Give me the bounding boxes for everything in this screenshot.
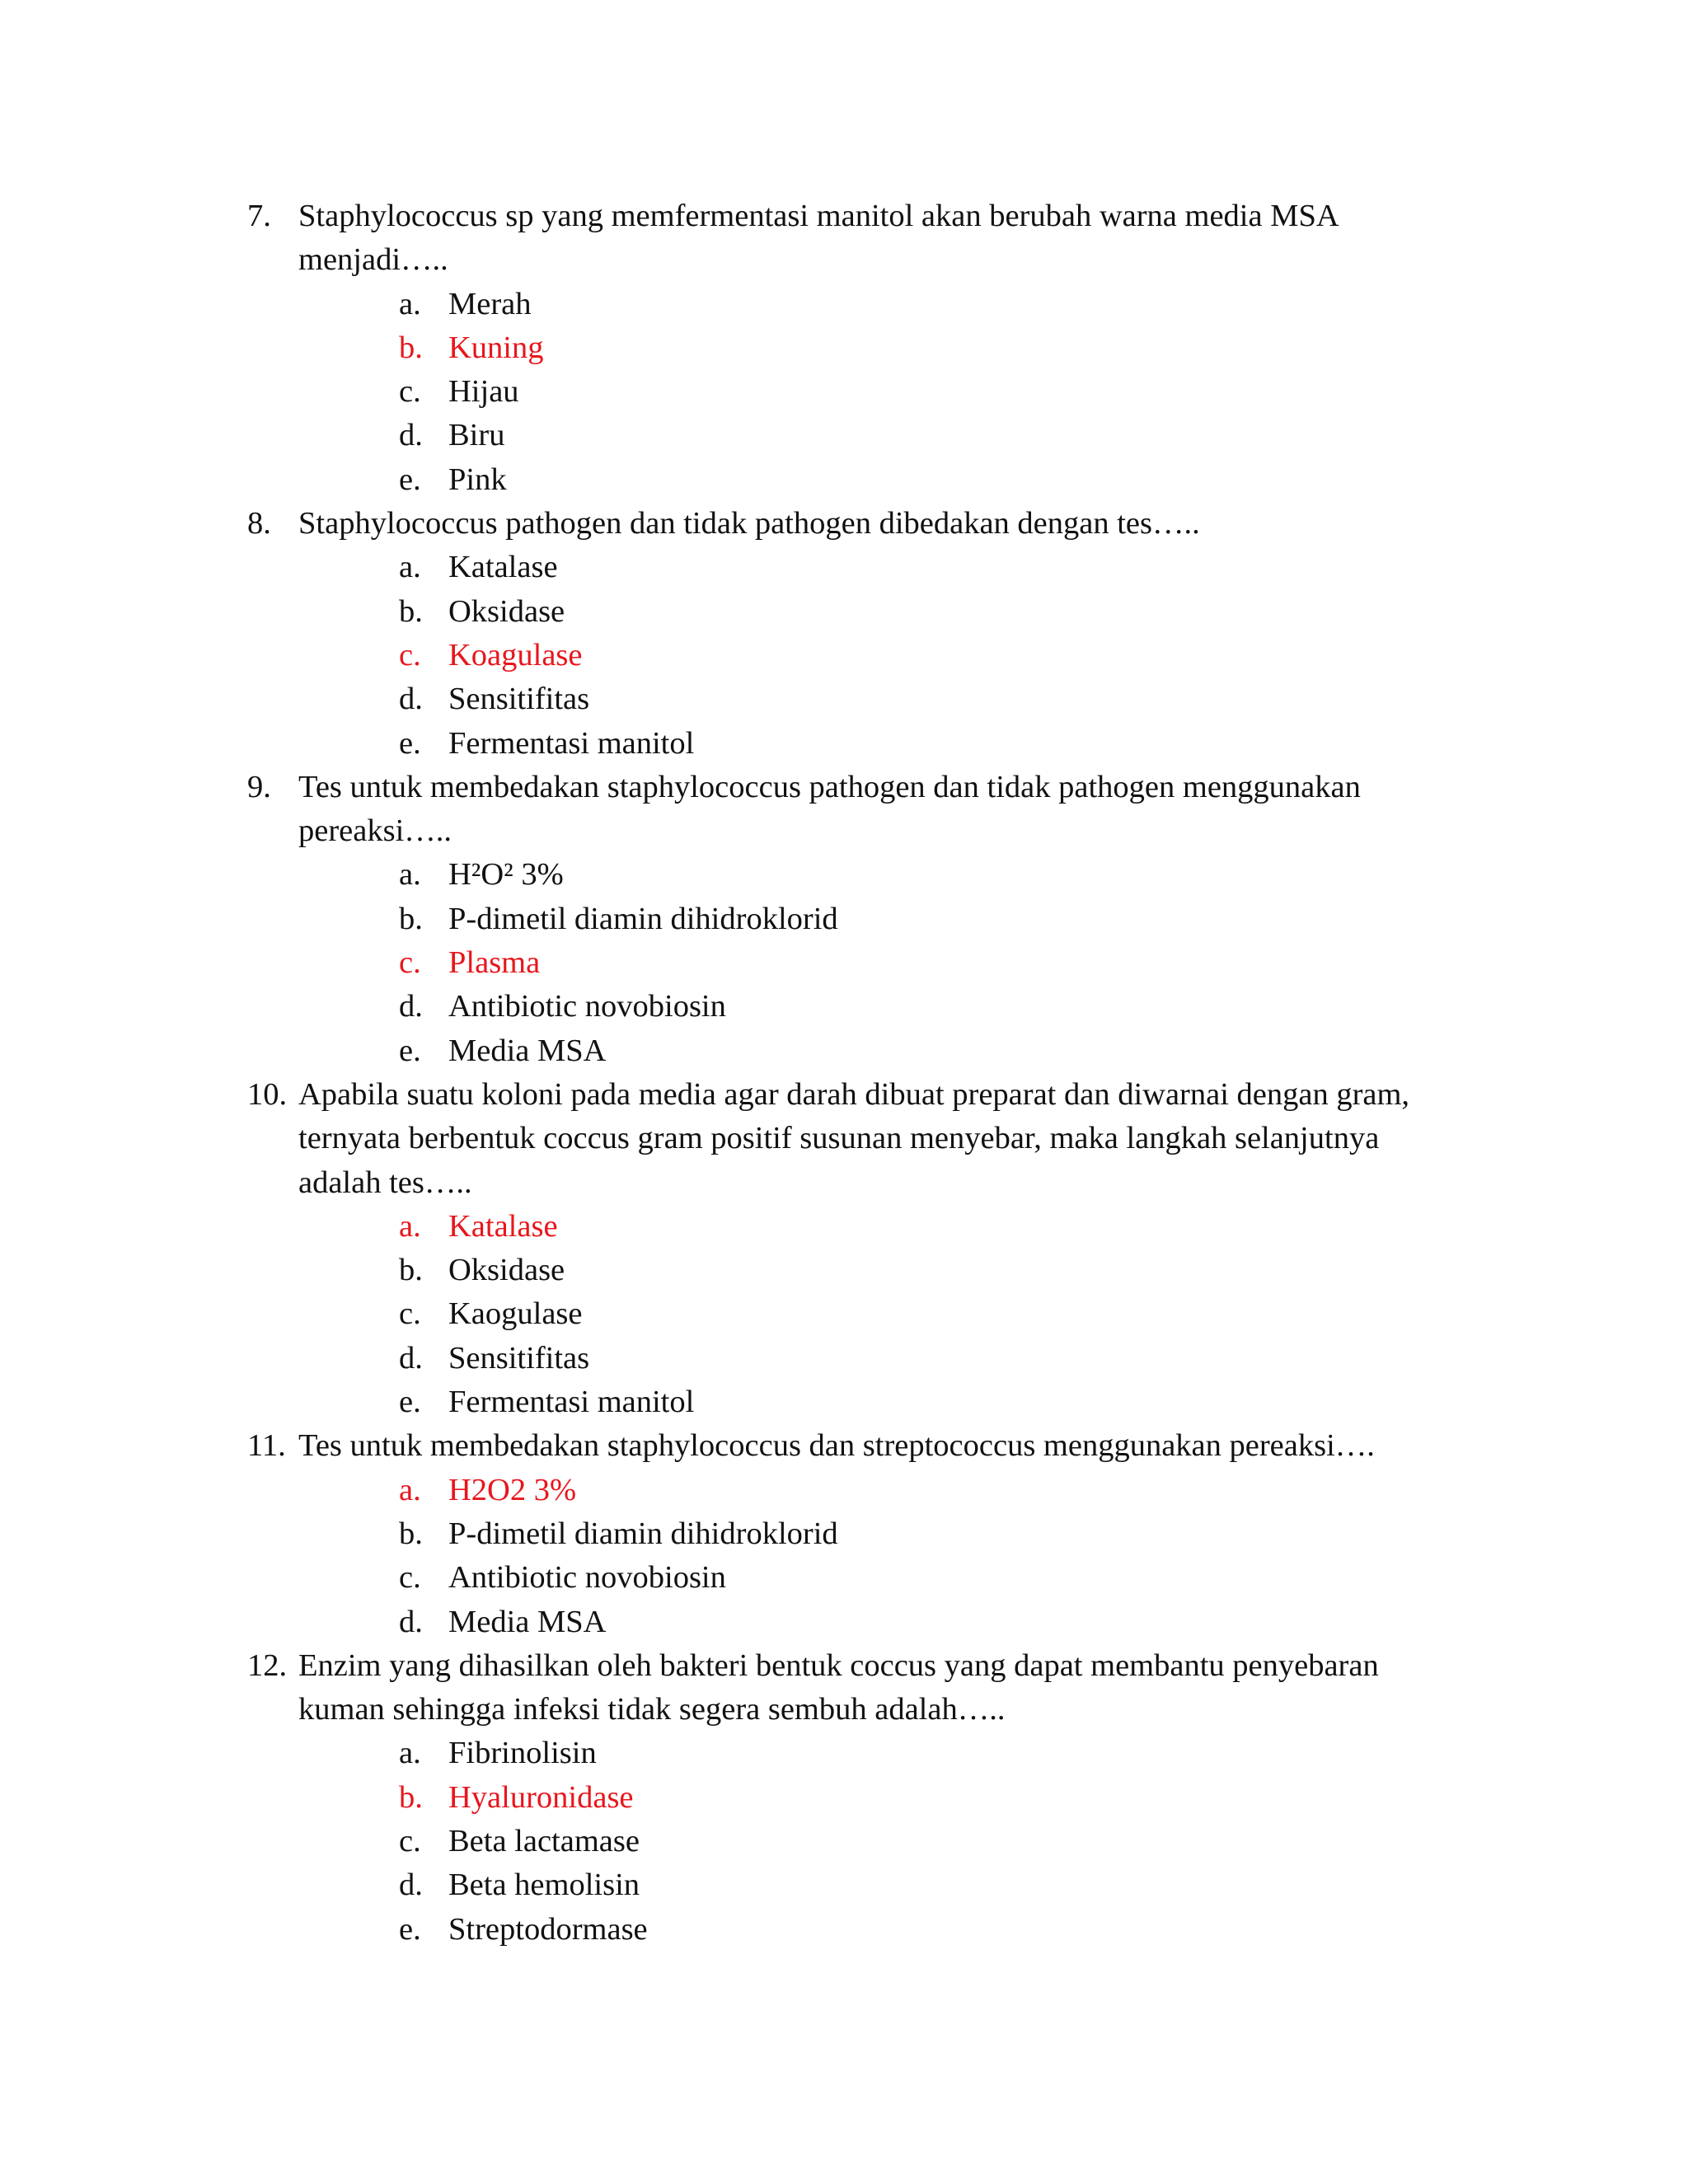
option-letter: a. [399,1472,421,1507]
answer-option [399,1601,1467,1644]
question-number: 9. [247,769,271,804]
answer-options [298,283,1467,502]
option-text: Sensitifitas [448,682,590,717]
option-letter: a. [399,857,421,893]
option-letter: c. [399,637,421,673]
question-item [247,502,1467,766]
option-letter: d. [399,1868,423,1903]
option-letter: d. [399,418,423,453]
option-text: Antibiotic novobiosin [448,1560,726,1596]
answer-option [399,1863,1467,1907]
option-text: Fibrinolisin [448,1736,597,1771]
option-letter: b. [399,1516,423,1551]
answer-option [399,414,1467,457]
answer-option-correct [399,1469,1467,1512]
answer-option-correct [399,941,1467,985]
option-letter: d. [399,989,423,1024]
option-letter: a. [399,1208,421,1244]
answer-option [399,1732,1467,1775]
option-text: Koagulase [448,637,583,673]
answer-option [399,1512,1467,1556]
answer-option [399,590,1467,634]
option-text: H²O² 3% [448,857,564,893]
question-item [247,766,1467,1073]
option-text: Media MSA [448,1604,607,1639]
option-letter: d. [399,1340,423,1376]
option-letter: b. [399,1779,423,1815]
question-text: Apabila suatu koloni pada media agar darah dibuat preparat dan diwarnai dengan gram, ternyata berbentuk coccus gram positif susunan menyebar, maka langkah selanjutnya adalah tes….. [298,1076,1410,1200]
answer-option-correct [399,1205,1467,1249]
option-letter: d. [399,682,423,717]
question-text: Tes untuk membedakan staphylococcus dan streptococcus menggunakan pereaksi…. [298,1428,1375,1464]
option-text: Beta hemolisin [448,1868,640,1903]
option-letter: b. [399,330,423,365]
option-text: P-dimetil diamin dihidroklorid [448,901,838,936]
question-item [247,1644,1467,1952]
option-text: Katalase [448,550,558,585]
answer-option [399,853,1467,897]
question-list [247,194,1467,1952]
answer-option [399,1556,1467,1600]
option-text: P-dimetil diamin dihidroklorid [448,1516,838,1551]
answer-option [399,1249,1467,1292]
answer-option-correct [399,1776,1467,1820]
option-letter: e. [399,1385,421,1420]
option-text: Katalase [448,1208,558,1244]
option-text: Pink [448,462,507,497]
answer-option [399,898,1467,941]
option-letter: a. [399,550,421,585]
option-text: Hijau [448,374,519,410]
option-text: Fermentasi manitol [448,1385,695,1420]
answer-option [399,1337,1467,1380]
answer-options [298,1469,1467,1644]
option-letter: e. [399,1033,421,1068]
option-text: Kaogulase [448,1296,583,1332]
question-number: 10. [247,1076,288,1112]
option-text: Oksidase [448,593,565,629]
option-letter: b. [399,901,423,936]
question-item [247,194,1467,502]
answer-options [298,1205,1467,1424]
question-text: Tes untuk membedakan staphylococcus pathogen dan tidak pathogen menggunakan pereaksi….. [298,769,1361,849]
option-letter: e. [399,725,421,761]
question-number: 12. [247,1647,288,1683]
question-number: 11. [247,1428,286,1464]
question-text: Enzim yang dihasilkan oleh bakteri bentuk coccus yang dapat membantu penyebaran kuman sehingga infeksi tidak segera sembuh adalah….. [298,1647,1379,1727]
question-text: Staphylococcus pathogen dan tidak pathogen dibedakan dengan tes….. [298,506,1200,541]
option-text: Merah [448,286,532,321]
answer-option [399,1292,1467,1336]
option-text: Streptodormase [448,1911,648,1947]
question-item [247,1424,1467,1643]
option-letter: a. [399,1736,421,1771]
option-letter: b. [399,1253,423,1288]
answer-option [399,722,1467,766]
question-text: Staphylococcus sp yang memfermentasi manitol akan berubah warna media MSA menjadi….. [298,199,1338,278]
option-letter: c. [399,374,421,410]
answer-option [399,1029,1467,1073]
option-text: Beta lactamase [448,1823,640,1858]
option-letter: d. [399,1604,423,1639]
option-text: Biru [448,418,505,453]
option-text: Plasma [448,945,541,981]
option-text: Antibiotic novobiosin [448,989,726,1024]
option-text: Oksidase [448,1253,565,1288]
answer-option [399,370,1467,414]
answer-option [399,546,1467,589]
answer-option [399,1908,1467,1952]
answer-option [399,1820,1467,1863]
option-text: Sensitifitas [448,1340,590,1376]
answer-option [399,1380,1467,1424]
option-letter: c. [399,945,421,981]
answer-option [399,458,1467,502]
answer-option [399,985,1467,1029]
answer-option [399,677,1467,721]
question-number: 7. [247,199,271,233]
option-letter: e. [399,462,421,497]
option-text: Media MSA [448,1033,607,1068]
answer-option-correct [399,326,1467,370]
answer-options [298,853,1467,1072]
option-text: Hyaluronidase [448,1779,634,1815]
option-letter: e. [399,1911,421,1947]
option-letter: c. [399,1823,421,1858]
option-letter: b. [399,593,423,629]
option-text: Fermentasi manitol [448,725,695,761]
question-item [247,1073,1467,1424]
question-number: 8. [247,506,271,541]
answer-options [298,1732,1467,1951]
option-letter: c. [399,1296,421,1332]
option-letter: c. [399,1560,421,1596]
option-letter: a. [399,286,421,321]
answer-option [399,283,1467,326]
option-text: H2O2 3% [448,1472,577,1507]
answer-options [298,546,1467,765]
option-text: Kuning [448,330,544,365]
answer-option-correct [399,634,1467,677]
